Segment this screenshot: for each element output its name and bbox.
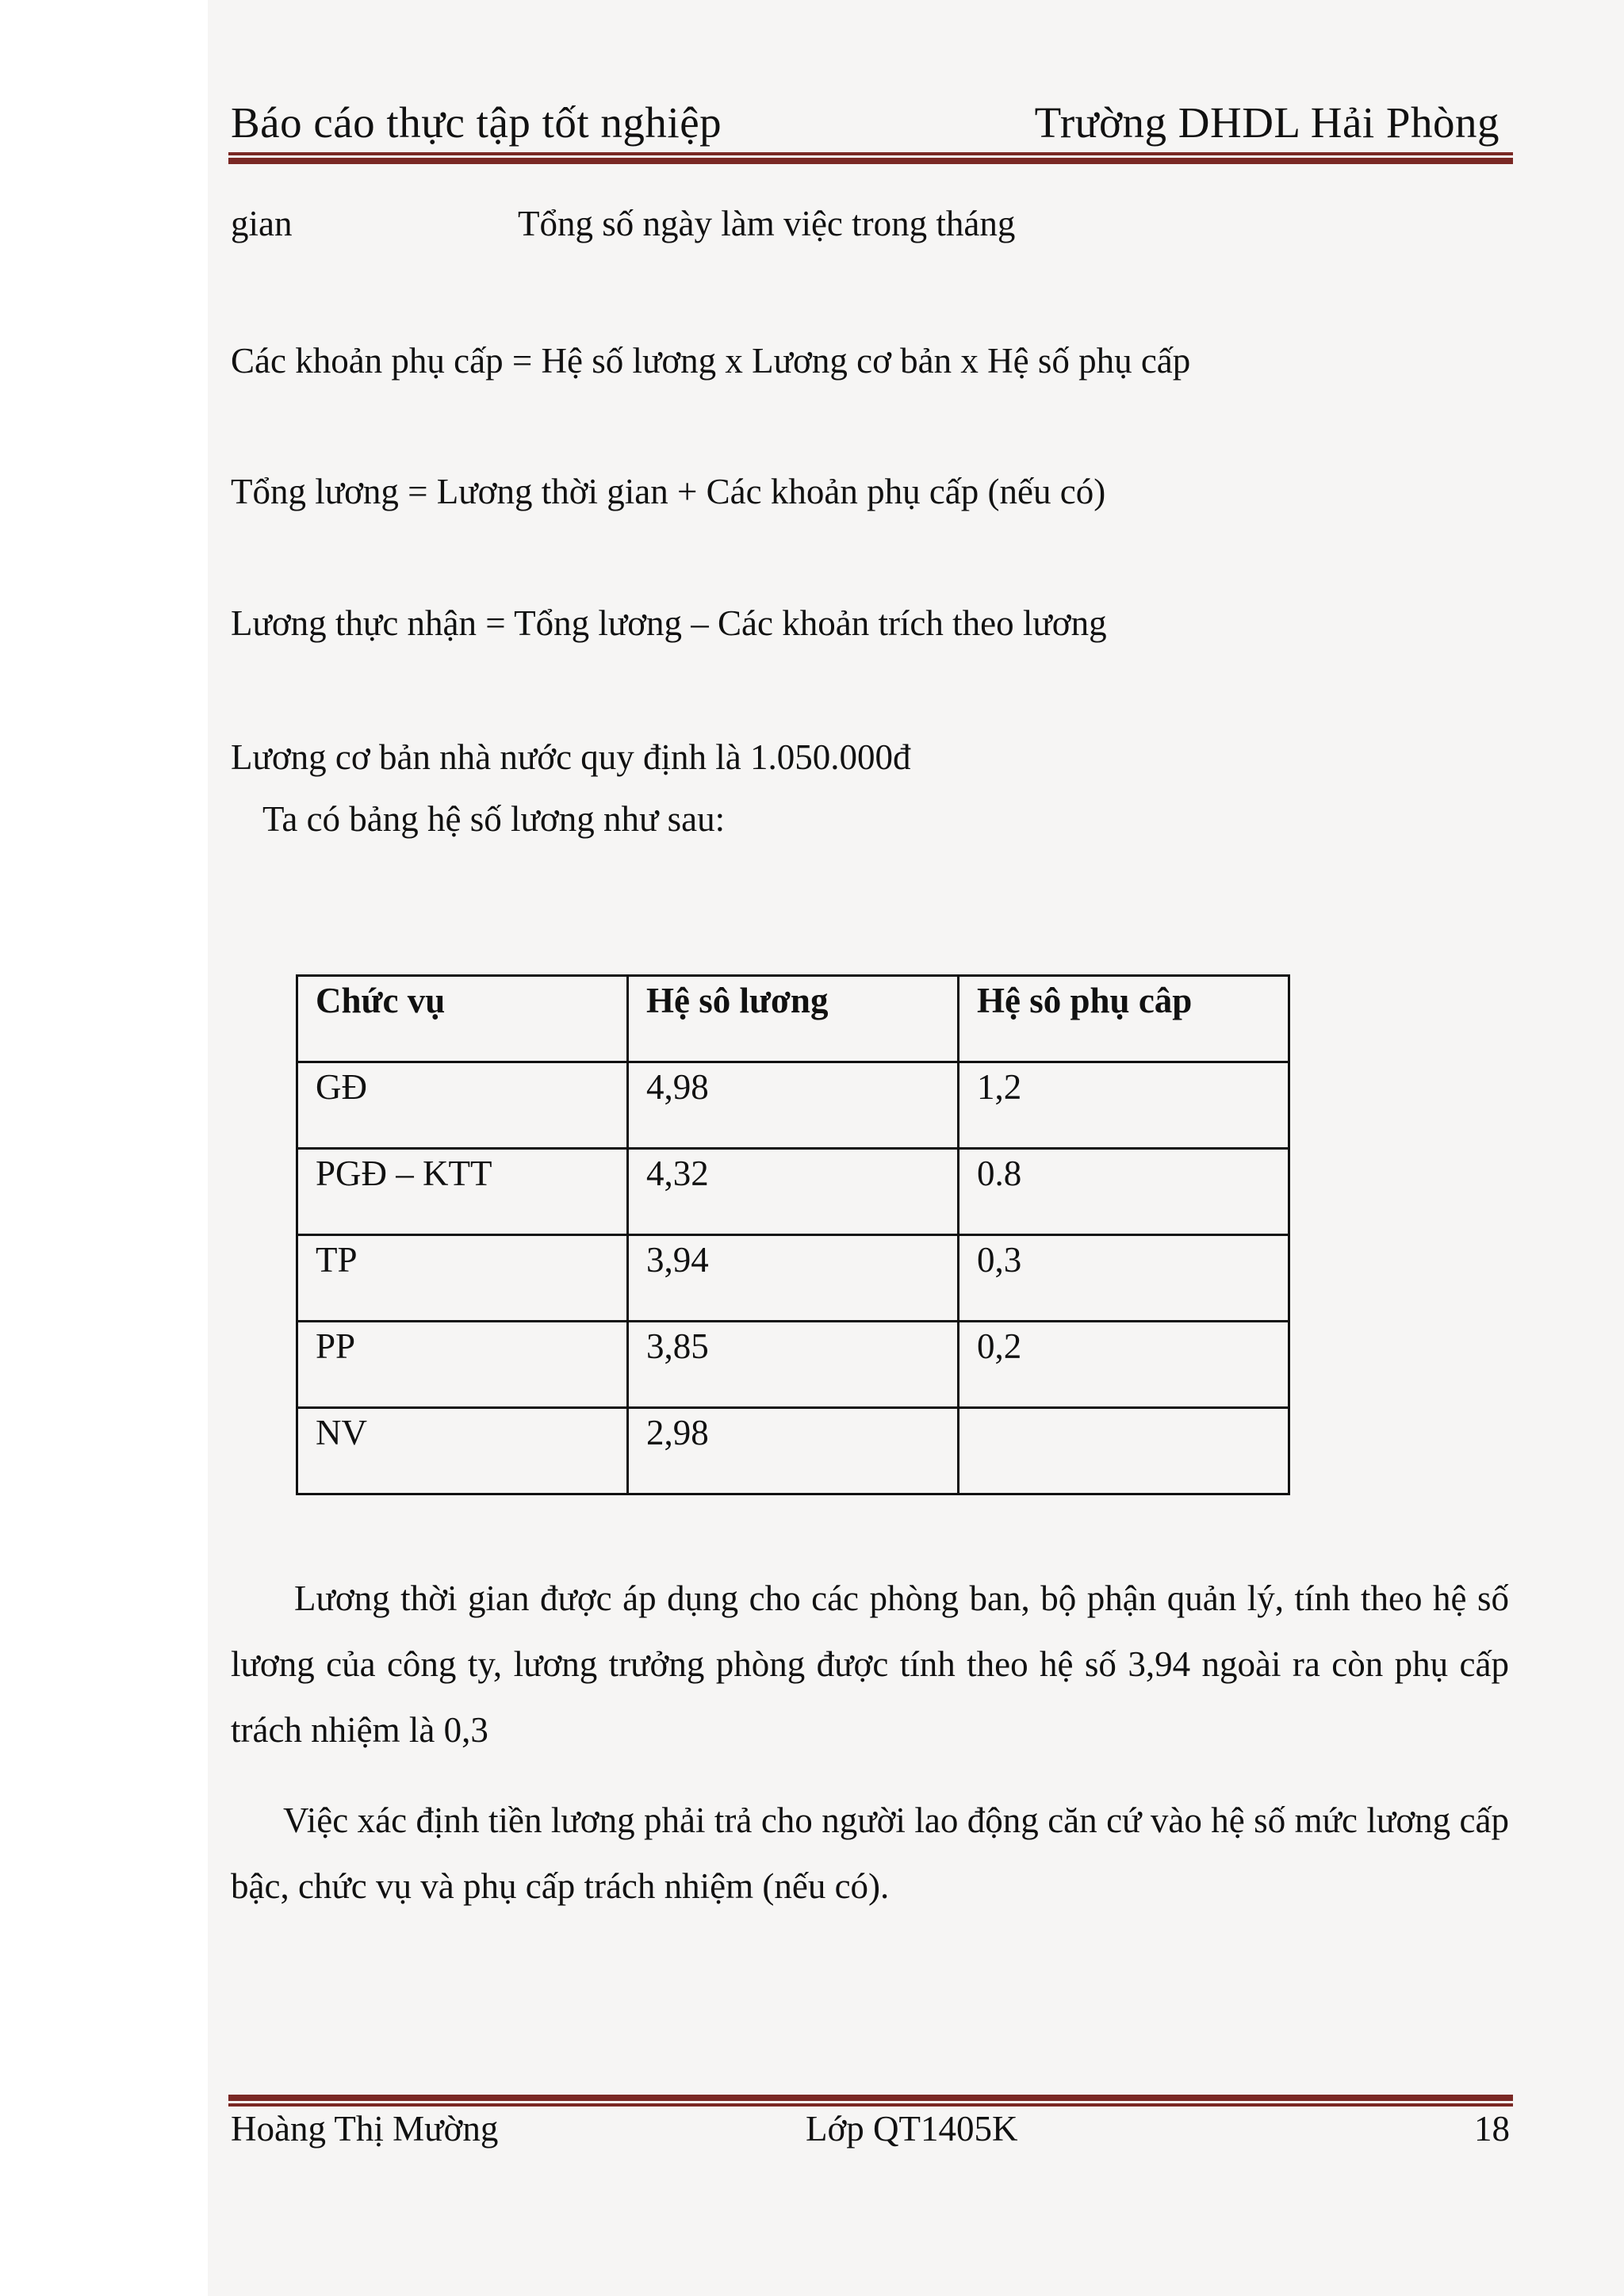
footer-author: Hoàng Thị Mường	[231, 2109, 499, 2149]
cell-position: PGĐ – KTT	[297, 1149, 628, 1235]
header-position: Chức vụ	[297, 976, 628, 1062]
footer-class: Lớp QT1405K	[806, 2109, 1018, 2149]
cell-position: GĐ	[297, 1062, 628, 1149]
header-report-title: Báo cáo thực tập tốt nghiệp	[231, 98, 722, 147]
formula-gian-word: gian	[231, 204, 293, 243]
cell-salary-coefficient: 3,85	[628, 1322, 959, 1408]
paragraph-time-based-salary: Lương thời gian được áp dụng cho các phòng ban, bộ phận quản lý, tính theo hệ số lương của công ty, lương trưởng phòng được tính theo hệ số 3,94 ngoài ra còn phụ cấp trách nhiệm là 0,3	[231, 1578, 1509, 1750]
cell-position: NV	[297, 1408, 628, 1494]
header-allowance-coefficient: Hệ sô phụ câp	[959, 976, 1289, 1062]
table-header-row	[297, 976, 1289, 1062]
cell-salary-coefficient: 4,98	[628, 1062, 959, 1149]
header-school-name: Trường DHDL Hải Phòng	[1034, 98, 1500, 147]
paragraph-salary-determination: Việc xác định tiền lương phải trả cho người lao động căn cứ vào hệ số mức lương cấp bậc, chức vụ và phụ cấp trách nhiệm (nếu có).	[231, 1800, 1509, 1906]
formula-allowance: Các khoản phụ cấp = Hệ số lương x Lương cơ bản x Hệ số phụ cấp	[231, 341, 1191, 381]
header-salary-coefficient: Hệ sô lương	[628, 976, 959, 1062]
cell-position: PP	[297, 1322, 628, 1408]
formula-denominator: Tổng số ngày làm việc trong tháng	[518, 204, 1016, 243]
cell-salary-coefficient: 2,98	[628, 1408, 959, 1494]
table-row	[297, 1235, 1289, 1322]
cell-position: TP	[297, 1235, 628, 1322]
cell-allowance-coefficient: 0,3	[959, 1235, 1289, 1322]
table-row	[297, 1408, 1289, 1494]
header-rule-thin	[228, 152, 1513, 155]
salary-coefficient-table	[296, 974, 1290, 1495]
table-row	[297, 1322, 1289, 1408]
table-row	[297, 1062, 1289, 1149]
base-salary-statement: Lương cơ bản nhà nước quy định là 1.050.000đ	[231, 737, 911, 777]
cell-salary-coefficient: 4,32	[628, 1149, 959, 1235]
formula-net-salary: Lương thực nhận = Tổng lương – Các khoản trích theo lương	[231, 603, 1107, 643]
header-rule-thick	[228, 158, 1513, 164]
cell-allowance-coefficient	[959, 1408, 1289, 1494]
formula-total-salary: Tổng lương = Lương thời gian + Các khoản phụ cấp (nếu có)	[231, 472, 1106, 511]
footer-rule-thick	[228, 2095, 1513, 2101]
table-intro: Ta có bảng hệ số lương như sau:	[262, 799, 726, 839]
page-number: 18	[1474, 2109, 1510, 2149]
cell-salary-coefficient: 3,94	[628, 1235, 959, 1322]
cell-allowance-coefficient: 0,2	[959, 1322, 1289, 1408]
cell-allowance-coefficient: 1,2	[959, 1062, 1289, 1149]
table-row	[297, 1149, 1289, 1235]
cell-allowance-coefficient: 0.8	[959, 1149, 1289, 1235]
